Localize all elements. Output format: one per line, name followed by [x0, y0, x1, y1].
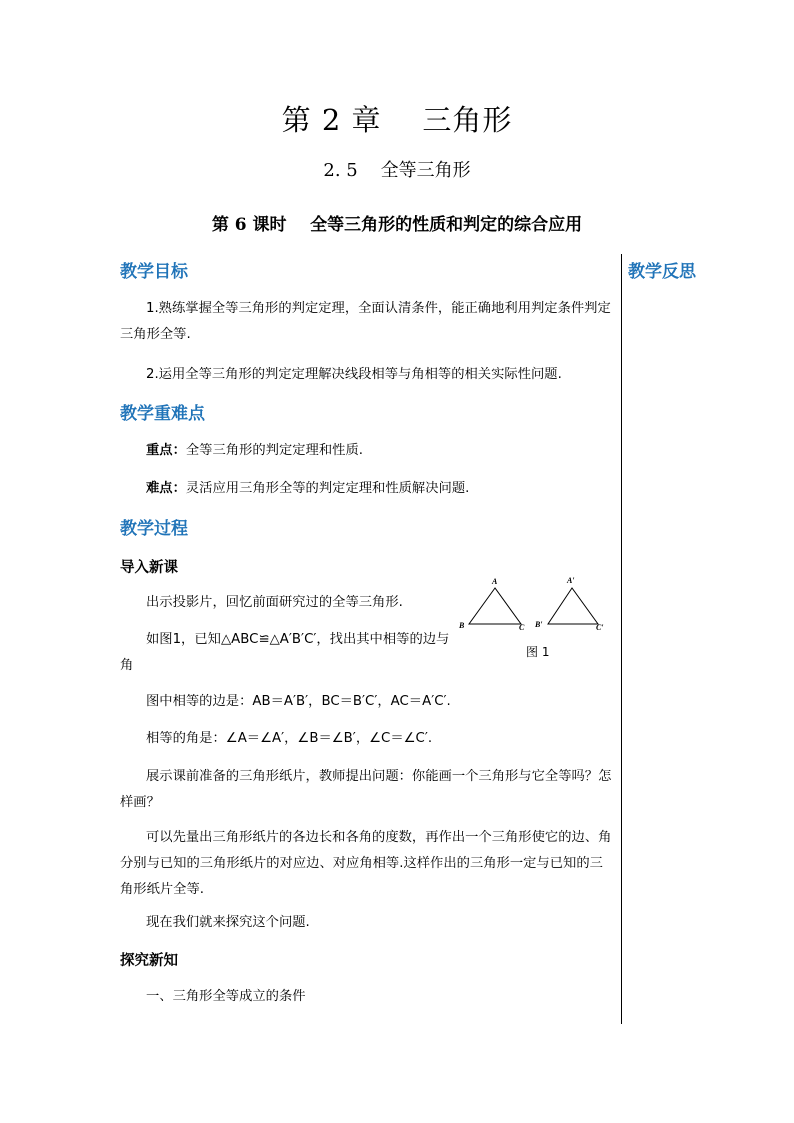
- label-b: B: [459, 621, 465, 630]
- triangle-abc-prime: [548, 588, 598, 624]
- process-heading: 教学过程: [120, 519, 188, 539]
- reflection-heading: 教学反思: [628, 262, 696, 282]
- intro-paragraph-1: 出示投影片，回忆前面研究过的全等三角形.: [146, 595, 403, 610]
- key-point-text: 全等三角形的判定定理和性质.: [185, 443, 363, 458]
- triangle-abc: [469, 588, 521, 624]
- difficult-point: [120, 476, 616, 502]
- explore-item-1: 一、三角形全等成立的条件: [146, 989, 306, 1004]
- label-b-prime: B′: [535, 620, 543, 629]
- intro-paragraph-5: 展示课前准备的三角形纸片，教师提出问题：你能画一个三角形与它全等吗？怎样画？: [120, 769, 612, 810]
- figure-1-triangles: [455, 570, 615, 640]
- label-c: C: [519, 623, 525, 632]
- key-points-heading: 教学重难点: [120, 404, 205, 424]
- intro-paragraph-6: 可以先量出三角形纸片的各边长和各角的度数，再作出一个三角形使它的边、角分别与已知的三角形纸片的对应边、对应角相等.这样作出的三角形一定与已知的三角形纸片全等.: [120, 830, 612, 897]
- intro-paragraph-4: 相等的角是：∠A＝∠A′，∠B＝∠B′，∠C＝∠C′.: [146, 731, 433, 746]
- intro-paragraph-7: 现在我们就来探究这个问题.: [146, 915, 310, 930]
- objectives-heading: 教学目标: [120, 262, 188, 282]
- label-a-prime: A′: [567, 576, 575, 585]
- figure-1-caption: 图 1: [526, 645, 550, 659]
- intro-heading: 导入新课: [120, 560, 178, 576]
- section-title: 2. 5 全等三角形: [323, 160, 471, 181]
- key-point: [120, 438, 616, 464]
- difficult-point-label: 难点：: [146, 481, 186, 496]
- objective-1: 1.熟练掌握全等三角形的判定定理，全面认清条件，能正确地利用判定条件判定三角形全等.: [120, 301, 611, 342]
- label-a: A: [492, 577, 498, 586]
- explore-heading: 探究新知: [120, 953, 178, 969]
- key-point-label: 重点：: [146, 443, 186, 458]
- chapter-title: 第 2 章 三角形: [281, 103, 513, 137]
- column-divider: [621, 254, 622, 1024]
- intro-paragraph-3: 图中相等的边是：AB＝A′B′，BC＝B′C′，AC＝A′C′.: [146, 694, 451, 709]
- intro-paragraph-2: 如图1，已知△ABC≌△A′B′C′，找出其中相等的边与角: [120, 632, 450, 673]
- label-c-prime: C′: [596, 623, 604, 632]
- lesson-title: 第 6 课时 全等三角形的性质和判定的综合应用: [211, 215, 583, 235]
- difficult-point-text: 灵活应用三角形全等的判定定理和性质解决问题.: [185, 481, 470, 496]
- objective-2: 2.运用全等三角形的判定定理解决线段相等与角相等的相关实际性问题.: [146, 367, 562, 382]
